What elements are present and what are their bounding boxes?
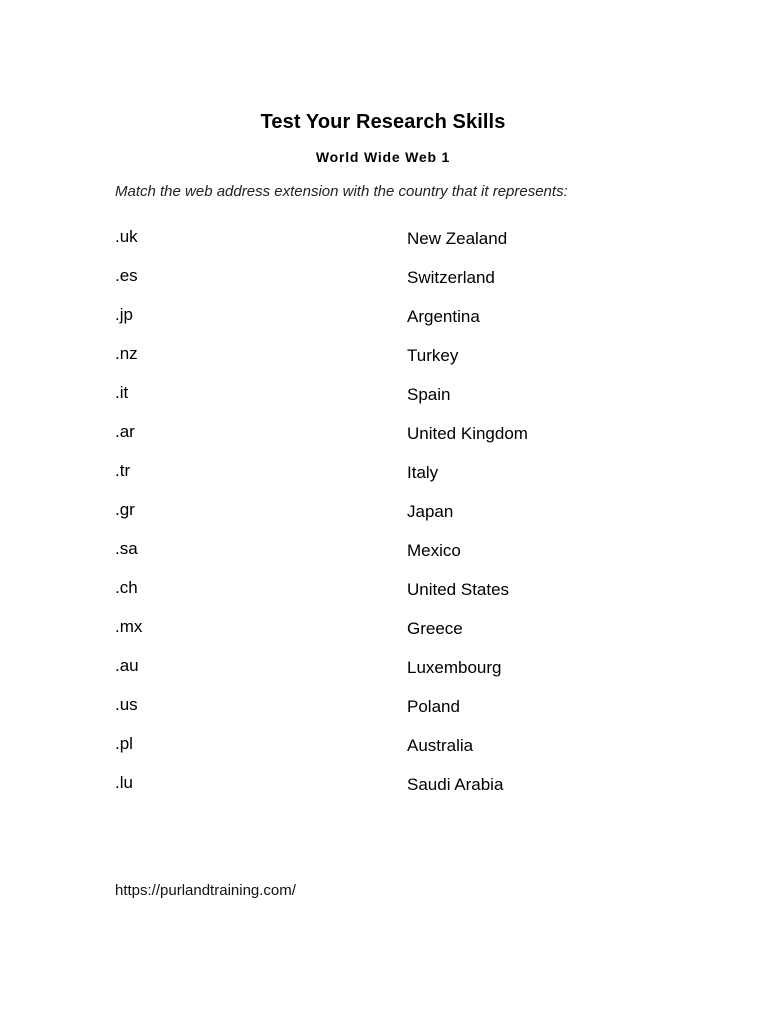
country-item: United States (407, 580, 510, 599)
country-item: Luxembourg (407, 658, 502, 677)
extensions-column (115, 226, 315, 811)
extension-item: .ch (115, 578, 138, 597)
extension-item: .sa (115, 539, 138, 558)
extension-item: .ar (115, 422, 135, 441)
extension-item: .gr (115, 500, 135, 519)
page-title: Test Your Research Skills (260, 111, 506, 133)
country-item: Mexico (407, 541, 461, 560)
country-item: Australia (407, 736, 474, 755)
country-item: Italy (407, 463, 439, 482)
country-item: Saudi Arabia (407, 775, 504, 794)
extension-item: .nz (115, 344, 138, 363)
extension-item: .lu (115, 773, 133, 792)
country-item: Turkey (407, 346, 459, 365)
extension-item: .au (115, 656, 139, 675)
footer-url[interactable]: https://purlandtraining.com/ (115, 882, 296, 899)
country-item: Switzerland (407, 268, 495, 287)
country-item: Spain (407, 385, 451, 404)
extension-item: .mx (115, 617, 143, 636)
extension-item: .it (115, 383, 129, 402)
extension-item: .us (115, 695, 138, 714)
page-subtitle: World Wide Web 1 (315, 149, 451, 165)
countries-column (407, 228, 707, 813)
extension-item: .tr (115, 461, 131, 480)
country-item: New Zealand (407, 229, 508, 248)
extension-item: .es (115, 266, 138, 285)
country-item: United Kingdom (407, 424, 528, 443)
instructions-text: Match the web address extension with the country that it represents: (115, 183, 568, 200)
extension-item: .pl (115, 734, 133, 753)
country-item: Argentina (407, 307, 480, 326)
country-item: Poland (407, 697, 460, 716)
country-item: Japan (407, 502, 454, 521)
extension-item: .uk (115, 227, 138, 246)
extension-item: .jp (115, 305, 133, 324)
country-item: Greece (407, 619, 463, 638)
